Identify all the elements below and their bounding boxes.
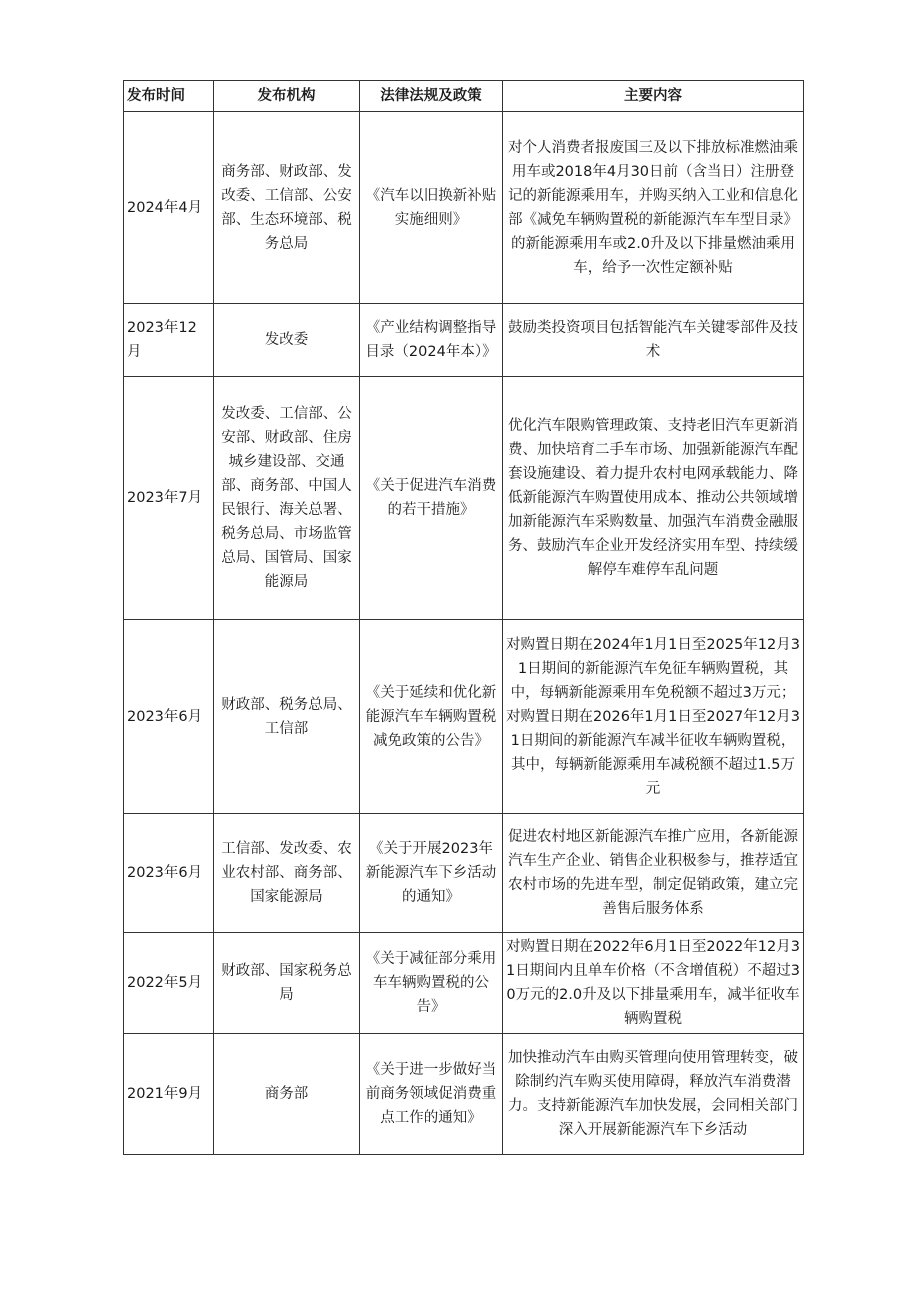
table-row xyxy=(124,814,804,933)
header-date: 发布时间 xyxy=(124,81,214,112)
row-date: 2024年4月 xyxy=(124,112,214,304)
row-org: 发改委 xyxy=(214,304,360,377)
row-org: 财政部、国家税务总局 xyxy=(214,933,360,1034)
row-law: 《关于减征部分乘用车车辆购置税的公告》 xyxy=(360,933,503,1034)
header-content: 主要内容 xyxy=(503,81,804,112)
row-law: 《产业结构调整指导目录（2024年本）》 xyxy=(360,304,503,377)
row-org: 工信部、发改委、农业农村部、商务部、国家能源局 xyxy=(214,814,360,933)
table-row xyxy=(124,377,804,620)
header-row xyxy=(124,81,804,112)
header-law: 法律法规及政策 xyxy=(360,81,503,112)
table-row xyxy=(124,620,804,814)
row-date: 2023年12月 xyxy=(124,304,214,377)
row-date: 2023年6月 xyxy=(124,814,214,933)
header-org: 发布机构 xyxy=(214,81,360,112)
row-content: 优化汽车限购管理政策、支持老旧汽车更新消费、加快培育二手车市场、加强新能源汽车配套设施建设、着力提升农村电网承载能力、降低新能源汽车购置使用成本、推动公共领域增加新能源汽车采购数量、加强汽车消费金融服务、鼓励汽车企业开发经济实用车型、持续缓解停车难停车乱问题 xyxy=(503,377,804,620)
table-row xyxy=(124,304,804,377)
row-date: 2022年5月 xyxy=(124,933,214,1034)
row-org: 商务部 xyxy=(214,1034,360,1155)
row-content: 加快推动汽车由购买管理向使用管理转变，破除制约汽车购买使用障碍，释放汽车消费潜力。支持新能源汽车加快发展，会同相关部门深入开展新能源汽车下乡活动 xyxy=(503,1034,804,1155)
row-law: 《关于延续和优化新能源汽车车辆购置税减免政策的公告》 xyxy=(360,620,503,814)
row-law: 《关于开展2023年新能源汽车下乡活动的通知》 xyxy=(360,814,503,933)
table-row xyxy=(124,1034,804,1155)
row-date: 2023年6月 xyxy=(124,620,214,814)
row-date: 2023年7月 xyxy=(124,377,214,620)
row-date: 2021年9月 xyxy=(124,1034,214,1155)
row-content: 促进农村地区新能源汽车推广应用，各新能源汽车生产企业、销售企业积极参与，推荐适宜农村市场的先进车型，制定促销政策，建立完善售后服务体系 xyxy=(503,814,804,933)
table-row xyxy=(124,112,804,304)
row-org: 发改委、工信部、公安部、财政部、住房城乡建设部、交通部、商务部、中国人民银行、海关总署、税务总局、市场监管总局、国管局、国家能源局 xyxy=(214,377,360,620)
row-org: 商务部、财政部、发改委、工信部、公安部、生态环境部、税务总局 xyxy=(214,112,360,304)
policy-table xyxy=(123,80,804,1155)
row-content: 对购置日期在2022年6月1日至2022年12月31日期间内且单车价格（不含增值税）不超过30万元的2.0升及以下排量乘用车，减半征收车辆购置税 xyxy=(503,933,804,1034)
row-law: 《关于进一步做好当前商务领域促消费重点工作的通知》 xyxy=(360,1034,503,1155)
row-law: 《汽车以旧换新补贴实施细则》 xyxy=(360,112,503,304)
row-content: 鼓励类投资项目包括智能汽车关键零部件及技术 xyxy=(503,304,804,377)
row-content: 对购置日期在2024年1月1日至2025年12月31日期间的新能源汽车免征车辆购置税，其中，每辆新能源乘用车免税额不超过3万元；对购置日期在2026年1月1日至2027年12月31日期间的新能源汽车减半征收车辆购置税，其中，每辆新能源乘用车减税额不超过1.5万元 xyxy=(503,620,804,814)
row-org: 财政部、税务总局、工信部 xyxy=(214,620,360,814)
row-law: 《关于促进汽车消费的若干措施》 xyxy=(360,377,503,620)
row-content: 对个人消费者报废国三及以下排放标准燃油乘用车或2018年4月30日前（含当日）注册登记的新能源乘用车，并购买纳入工业和信息化部《减免车辆购置税的新能源汽车车型目录》的新能源乘用车或2.0升及以下排量燃油乘用车，给予一次性定额补贴 xyxy=(503,112,804,304)
table-row xyxy=(124,933,804,1034)
